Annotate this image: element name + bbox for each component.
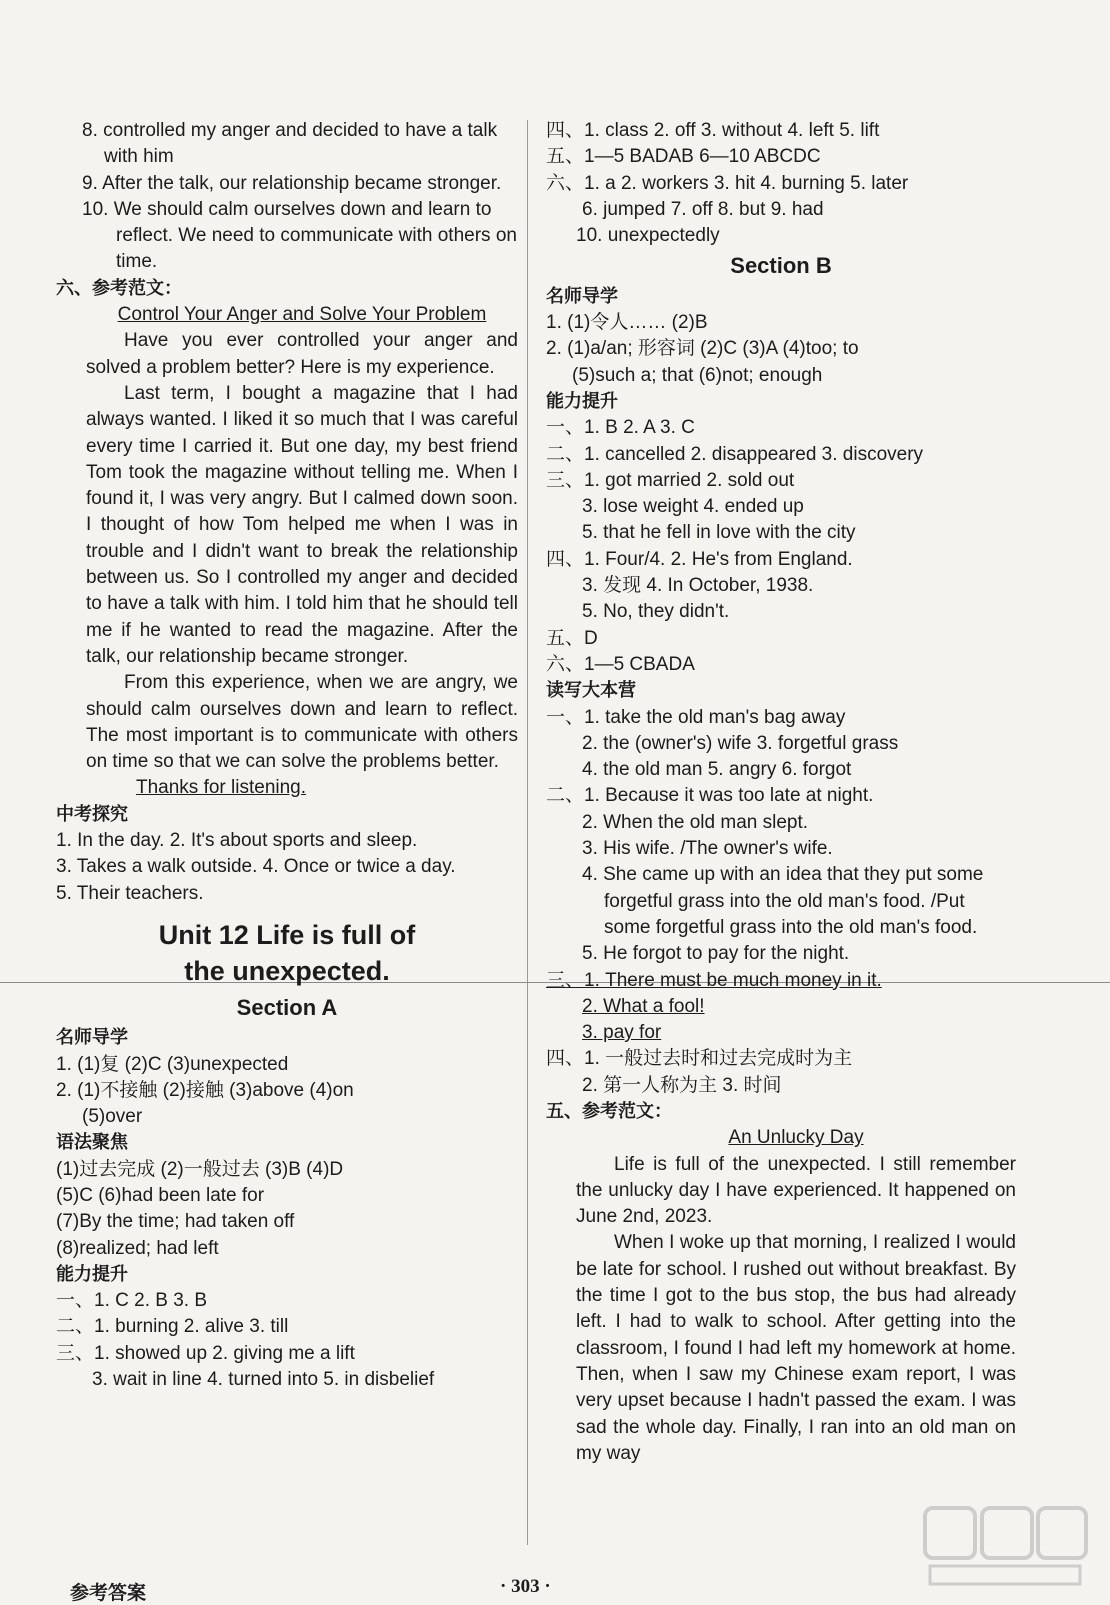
essay-heading: 六、参考范文： <box>56 277 182 299</box>
answer-item: 2. 第一人称为主 3. 时间 <box>582 1074 782 1096</box>
answer-item: (1)过去完成 (2)一般过去 (3)B (4)D <box>56 1158 344 1180</box>
answer-item: 五、1—5 BADAB 6—10 ABCDC <box>546 146 821 168</box>
answer-item: 5. He forgot to pay for the night. <box>582 943 850 965</box>
footer-label: 参考答案 <box>70 1582 147 1604</box>
answer-item: 六、1. a 2. workers 3. hit 4. burning 5. later <box>546 172 909 194</box>
yufa-heading: 语法聚焦 <box>56 1132 128 1154</box>
answer-item: 三、1. got married 2. sold out <box>546 469 795 491</box>
answer-item: (5)over <box>82 1106 143 1128</box>
answer-item: 3. lose weight 4. ended up <box>582 496 804 518</box>
essay-paragraph: From this experience, when we are angry, we should calm ourselves down and learn to reflect. The most important is to communicate with others on time so that we can solve the problems better. <box>86 672 518 773</box>
mingshi-heading: 名师导学 <box>56 1027 128 1049</box>
essay-paragraph: When I woke up that morning, I realized I would be late for school. I rushed out without breakfast. By the time I got to the bus stop, the bus had already left. I had to walk to school. After getting into the classroom, I found I had left my homework at home. Then, when I saw my Chinese exam report, I was very upset because I hadn't passed the exam. I was sad the whole day. Finally, I ran into an old man on my way <box>576 1232 1016 1464</box>
answer-item: 5. Their teachers. <box>56 882 204 904</box>
answer-item: 10. unexpectedly <box>576 225 720 247</box>
section-title: Section A <box>236 994 338 1020</box>
essay-title: An Unlucky Day <box>728 1127 864 1149</box>
answer-item: 3. wait in line 4. turned into 5. in disbelief <box>92 1369 435 1391</box>
underlined-answer: 2. What a fool! <box>582 995 705 1017</box>
mingshi-heading: 名师导学 <box>546 285 618 307</box>
answer-item: 2. the (owner's) wife 3. forgetful grass <box>582 732 899 754</box>
unit-title: Unit 12 Life is full of <box>158 919 416 950</box>
answer-item: 五、D <box>546 627 598 649</box>
answer-item: 3. Takes a walk outside. 4. Once or twice a day. <box>56 856 456 878</box>
answer-item: 2. (1)不接触 (2)接触 (3)above (4)on <box>56 1079 354 1101</box>
answer-item: 6. jumped 7. off 8. but 9. had <box>582 198 824 220</box>
answer-item: 9. After the talk, our relationship became stronger. <box>82 172 502 194</box>
answer-item <box>546 1020 1016 1046</box>
essay-paragraph: Last term, I bought a magazine that I had always wanted. I liked it so much that I was careful every time I carried it. But one day, my best friend Tom took the magazine without telling me. When I found it, I was very angry. But I calmed down soon. I thought of how Tom helped me when I was in trouble and I didn't want to break the relationship between us. So I controlled my anger and decided to have a talk with him. I told him that he should tell me if he wanted to read the magazine. After the talk, our relationship became stronger. <box>86 382 518 667</box>
answer-item: (7)By the time; had taken off <box>56 1211 295 1233</box>
answer-item: 2. When the old man slept. <box>582 811 809 833</box>
nengli-heading: 能力提升 <box>546 390 618 412</box>
answer-item: 一、1. C 2. B 3. B <box>56 1290 207 1312</box>
essay-closing: Thanks for listening. <box>136 777 307 799</box>
answer-item: (5)C (6)had been late for <box>56 1184 265 1206</box>
answer-item: 8. controlled my anger and decided to have a talk with him <box>82 120 498 168</box>
answer-item: 六、1—5 CBADA <box>546 653 695 675</box>
answer-item: (5)such a; that (6)not; enough <box>572 364 823 386</box>
answer-item: 3. 发现 4. In October, 1938. <box>582 575 814 597</box>
underlined-answer: 3. pay for <box>582 1022 662 1044</box>
answer-item: 四、1. class 2. off 3. without 4. left 5. lift <box>546 120 880 141</box>
answer-item: 一、1. take the old man's bag away <box>546 706 846 728</box>
answer-item: 四、1. Four/4. 2. He's from England. <box>546 548 853 570</box>
duxie-heading: 读写大本营 <box>546 680 636 702</box>
column-divider <box>527 120 528 1545</box>
answer-item: 1. In the day. 2. It's about sports and sleep. <box>56 830 418 852</box>
answer-item <box>546 994 1016 1020</box>
answer-item: 5. that he fell in love with the city <box>582 522 856 544</box>
answer-item: 5. No, they didn't. <box>582 601 730 623</box>
section-title: Section B <box>730 253 832 279</box>
answer-item: 2. (1)a/an; 形容词 (2)C (3)A (4)too; to <box>546 338 859 360</box>
answer-item: 四、1. 一般过去时和过去完成时为主 <box>546 1048 853 1070</box>
essay-paragraph: Life is full of the unexpected. I still remember the unlucky day I have experienced. It happened on June 2nd, 2023. <box>576 1153 1016 1228</box>
essay-paragraph: Have you ever controlled your anger and solved a problem better? Here is my experience. <box>86 330 518 378</box>
answer-item: 二、1. burning 2. alive 3. till <box>56 1316 289 1338</box>
nengli-heading: 能力提升 <box>56 1263 128 1285</box>
answer-item: 1. (1)复 (2)C (3)unexpected <box>56 1053 289 1075</box>
watermark-logo-icon <box>920 1500 1090 1590</box>
answer-item: 4. She came up with an idea that they put some forgetful grass into the old man's food. /Put some forgetful grass into the old man's food. <box>582 864 984 938</box>
answer-item: 4. the old man 5. angry 6. forgot <box>582 759 852 781</box>
left-column <box>56 118 518 1393</box>
answer-item: (8)realized; had left <box>56 1237 219 1259</box>
answer-item <box>546 968 1016 994</box>
essay-heading: 五、参考范文： <box>546 1100 672 1122</box>
answer-item: 三、1. showed up 2. giving me a lift <box>56 1342 355 1364</box>
answer-item: 3. His wife. /The owner's wife. <box>582 838 833 860</box>
unit-title: the unexpected. <box>184 955 390 986</box>
right-column <box>546 118 1016 1467</box>
essay-title: Control Your Anger and Solve Your Problem <box>117 304 487 326</box>
zhongkao-heading: 中考探究 <box>56 803 128 825</box>
answer-item: 二、1. cancelled 2. disappeared 3. discovery <box>546 443 924 465</box>
answer-item: 10. We should calm ourselves down and learn to reflect. We need to communicate with others on time. <box>82 198 517 273</box>
underlined-answer: 三、1. There must be much money in it. <box>546 969 882 991</box>
answer-item: 1. (1)令人…… (2)B <box>546 312 708 334</box>
page-number: · 303 · <box>500 1576 551 1597</box>
answer-item: 二、1. Because it was too late at night. <box>546 785 874 807</box>
answer-item: 一、1. B 2. A 3. C <box>546 417 695 439</box>
